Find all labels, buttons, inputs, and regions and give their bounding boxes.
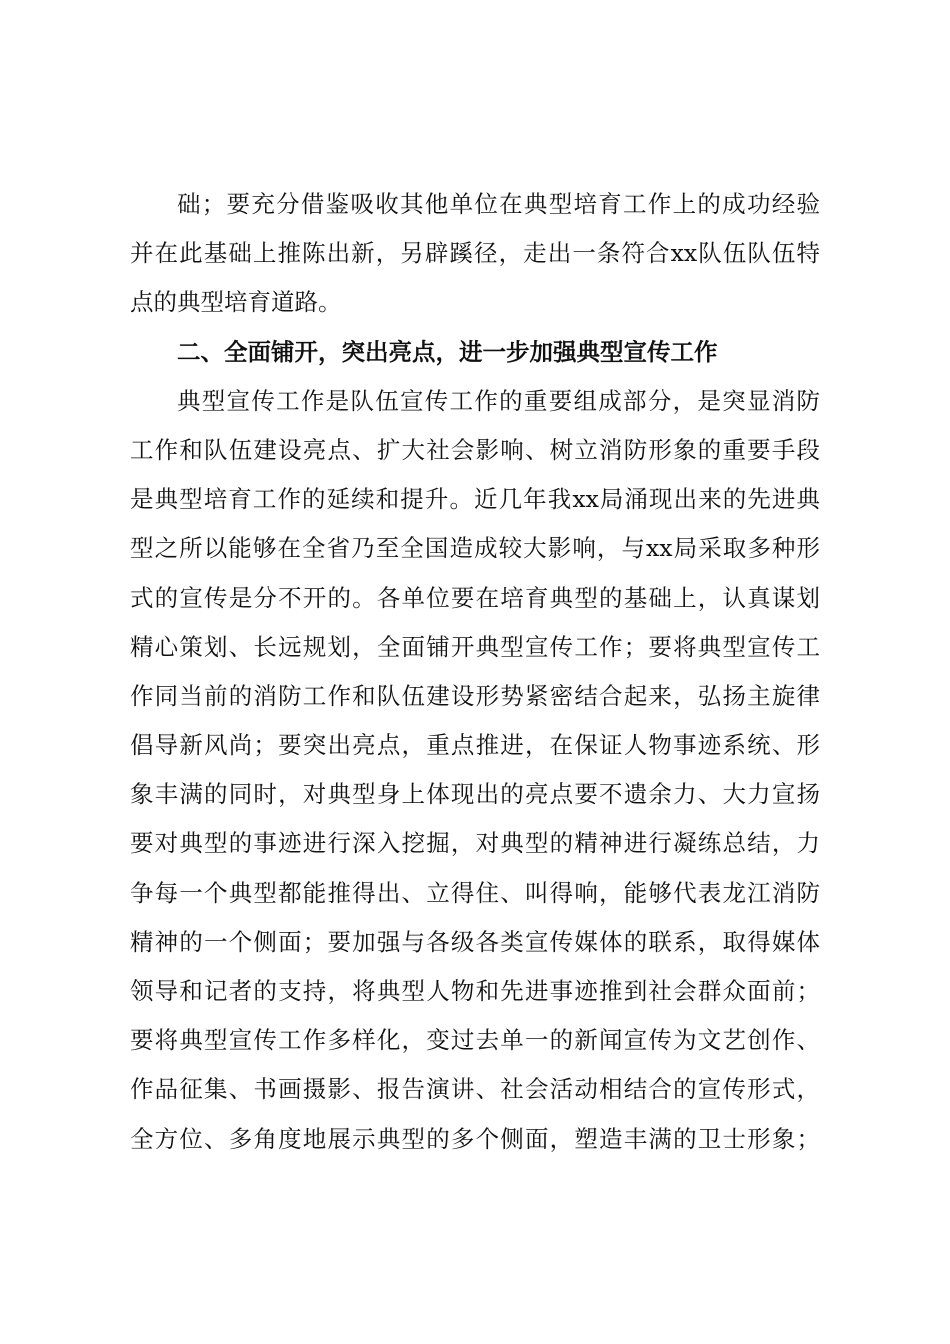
paragraph-line: 要将典型宣传工作多样化，变过去单一的新闻宣传为文艺创作、 xyxy=(130,1026,820,1055)
paragraph-line: 工作和队伍建设亮点、扩大社会影响、树立消防形象的重要手段 xyxy=(130,435,820,464)
paragraph-line: 领导和记者的支持，将典型人物和先进事迹推到社会群众面前； xyxy=(130,977,820,1005)
paragraph-line: 全方位、多角度地展示典型的多个侧面，塑造丰满的卫士形象； xyxy=(130,1124,820,1153)
section-heading: 二、全面铺开，突出亮点，进一步加强典型宣传工作 xyxy=(177,337,718,366)
paragraph-line: 作品征集、书画摄影、报告演讲、社会活动相结合的宣传形式， xyxy=(130,1075,820,1104)
paragraph-line: 精心策划、长远规划，全面铺开典型宣传工作；要将典型宣传工 xyxy=(130,632,820,661)
paragraph-line: 点的典型培育道路。 xyxy=(130,288,342,317)
paragraph-line: 并在此基础上推陈出新，另辟蹊径，走出一条符合xx队伍队伍特 xyxy=(130,239,820,268)
body-text xyxy=(130,180,820,1164)
paragraph-line: 要对典型的事迹进行深入挖掘，对典型的精神进行凝练总结，力 xyxy=(130,829,820,858)
paragraph-line: 精神的一个侧面；要加强与各级各类宣传媒体的联系，取得媒体 xyxy=(130,927,820,956)
paragraph-line: 倡导新风尚；要突出亮点，重点推进，在保证人物事迹系统、形 xyxy=(130,731,820,760)
paragraph-line: 式的宣传是分不开的。各单位要在培育典型的基础上，认真谋划 xyxy=(130,583,820,612)
paragraph-line: 型之所以能够在全省乃至全国造成较大影响，与xx局采取多种形 xyxy=(130,534,820,563)
paragraph-line: 是典型培育工作的延续和提升。近几年我xx局涌现出来的先进典 xyxy=(130,485,820,514)
paragraph-line: 象丰满的同时，对典型身上体现出的亮点要不遗余力、大力宣扬 xyxy=(130,780,820,809)
paragraph-line: 典型宣传工作是队伍宣传工作的重要组成部分，是突显消防 xyxy=(177,386,820,415)
paragraph-line: 础；要充分借鉴吸收其他单位在典型培育工作上的成功经验 xyxy=(177,190,820,218)
paragraph-line: 作同当前的消防工作和队伍建设形势紧密结合起来，弘扬主旋律 xyxy=(130,681,820,710)
paragraph-line: 争每一个典型都能推得出、立得住、叫得响，能够代表龙江消防 xyxy=(130,878,820,907)
